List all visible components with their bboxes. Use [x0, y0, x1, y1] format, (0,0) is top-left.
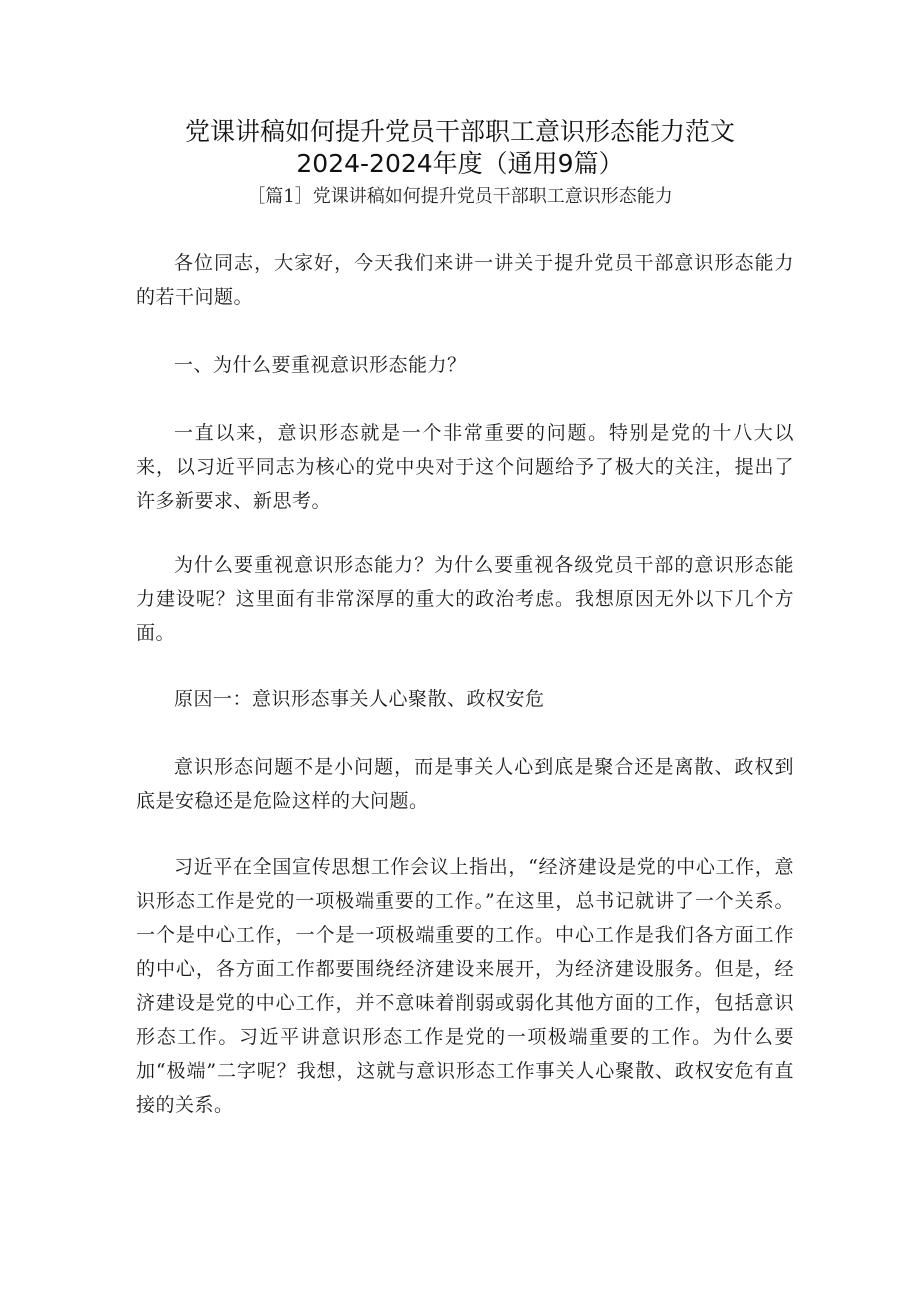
- paragraph: 为什么要重视意识形态能力？为什么要重视各级党员干部的意识形态能力建设呢？这里面有非常深厚的重大的政治考虑。我想原因无外以下几个方面。: [136, 554, 794, 644]
- document-title-line-1: 党课讲稿如何提升党员干部职工意识形态能力范文: [184, 117, 735, 146]
- paragraph-greeting: 各位同志，大家好，今天我们来讲一讲关于提升党员干部意识形态能力的若干问题。: [136, 252, 794, 308]
- paragraph: 意识形态问题不是小问题，而是事关人心到底是聚合还是离散、政权到底是安稳还是危险这样的大问题。: [136, 756, 794, 812]
- document-subtitle: ［篇1］党课讲稿如何提升党员干部职工意识形态能力: [247, 186, 673, 207]
- document-title-line-2: 2024-2024年度（通用9篇）: [296, 149, 624, 178]
- paragraph: 习近平在全国宣传思想工作会议上指出，“经济建设是党的中心工作，意识形态工作是党的一项极端重要的工作。”在这里，总书记就讲了一个关系。一个是中心工作，一个是一项极端重要的工作。中心工作是我们各方面工作的中心，各方面工作都要围绕经济建设来展开，为经济建设服务。但是，经济建设是党的中心工作，并不意味着削弱或弱化其他方面的工作，包括意识形态工作。习近平讲意识形态工作是党的一项极端重要的工作。为什么要加“极端”二字呢？我想，这就与意识形态工作事关人心聚散、政权安危有直接的关系。: [136, 856, 794, 1116]
- subsection-heading-reason-1: 原因一：意识形态事关人心聚散、政权安危: [174, 688, 545, 710]
- section-heading-1: 一、为什么要重视意识形态能力？: [174, 354, 467, 376]
- paragraph: 一直以来，意识形态就是一个非常重要的问题。特别是党的十八大以来，以习近平同志为核心的党中央对于这个问题给予了极大的关注，提出了许多新要求、新思考。: [136, 422, 794, 512]
